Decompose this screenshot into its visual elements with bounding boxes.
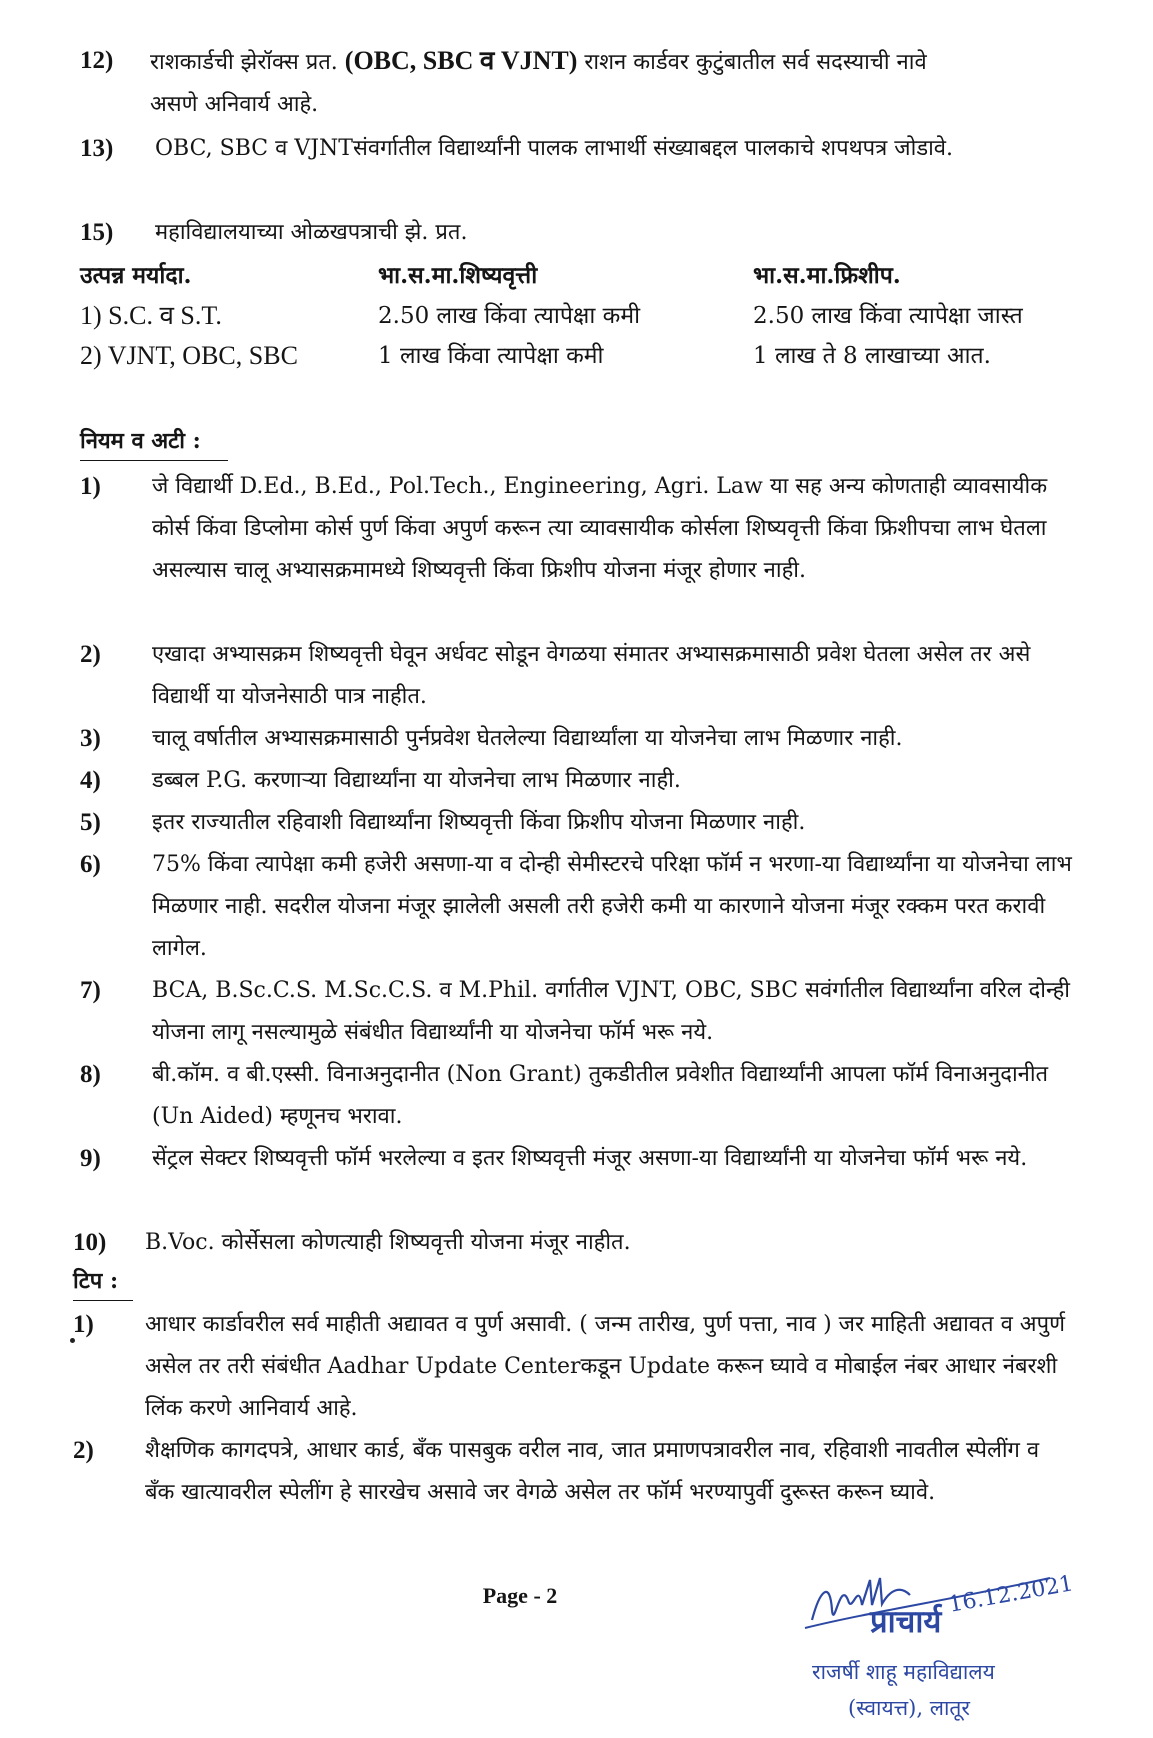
stamp-college-name: राजर्षी शाहू महाविद्यालय	[812, 1660, 995, 1684]
rule-text: 75% किंवा त्यापेक्षा कमी हजेरी असणा-या व दोन्ही सेमीस्टरचे परिक्षा फॉर्म न भरणा-या विद्यार्थ्यांना या योजनेचा लाभ मिळणार नाही. सदरील योजना मंजूर झालेली असली तरी हजेरी कमी या कारणाने योजना मंजूर रक्कम परत करावी लागेल.	[152, 852, 1072, 961]
rule-text: डब्बल P.G. करणाऱ्या विद्यार्थ्यांना या योजनेचा लाभ मिळणार नाही.	[152, 768, 681, 793]
rule-number: 1)	[80, 473, 101, 500]
rule-number: 6)	[80, 851, 101, 878]
list-item-13	[0, 128, 1153, 212]
rule-number: 4)	[80, 767, 101, 794]
page-number: Page - 2	[482, 1583, 558, 1608]
tip-heading: टिप :	[73, 1264, 133, 1301]
rule-text: B.Voc. कोर्सेसला कोणत्याही शिष्यवृत्ती योजना मंजूर नाहीत.	[145, 1230, 631, 1255]
rule-text: सेंट्रल सेक्टर शिष्यवृत्ती फॉर्म भरलेल्या व इतर शिष्यवृत्ती मंजूर असणा-या विद्यार्थ्यांनी या योजनेचा फॉर्म भरू नये.	[152, 1146, 1028, 1171]
income-freeship-limit: 2.50 लाख किंवा त्यापेक्षा जास्त	[753, 303, 1023, 329]
income-table-row	[80, 296, 1080, 336]
rule-number: 3)	[80, 725, 101, 752]
rule-text: चालू वर्षातील अभ्यासक्रमासाठी पुर्नप्रवेश घेतलेल्या विद्यार्थ्यांला या योजनेचा लाभ मिळणार नाही.	[152, 726, 903, 751]
rule-number: 8)	[80, 1061, 101, 1088]
list-item-15	[0, 212, 1153, 254]
list-item-12	[0, 40, 1153, 124]
item-text: OBC, SBC व VJNTसंवर्गातील विद्यार्थ्यांनी पालक लाभार्थी संख्याबद्दल पालकाचे शपथपत्र जोडावे.	[155, 136, 954, 161]
income-scholarship-limit: 2.50 लाख किंवा त्यापेक्षा कमी	[378, 303, 641, 329]
rule-text: BCA, B.Sc.C.S. M.Sc.C.S. व M.Phil. वर्गातील VJNT, OBC, SBC सवंर्गातील विद्यार्थ्यांना वरिल दोन्ही योजना लागू नसल्यामुळे संबंधीत विद्यार्थ्यांनी या योजनेचा फॉर्म भरू नये.	[152, 978, 1070, 1045]
rule-number: 9)	[80, 1145, 101, 1172]
income-table-header	[80, 256, 1080, 296]
tip-number: 2)	[73, 1437, 94, 1464]
rule-number: 10)	[73, 1229, 107, 1256]
stamp-title: प्राचार्य	[870, 1604, 942, 1640]
rule-text: इतर राज्यातील रहिवाशी विद्यार्थ्यांना शिष्यवृत्ती किंवा फ्रिशीप योजना मिळणार नाही.	[152, 810, 806, 835]
income-category: 1) S.C. व S.T.	[80, 301, 222, 330]
item-text: महाविद्यालयाच्या ओळखपत्राची झे. प्रत.	[155, 220, 468, 245]
rules-heading: नियम व अटी :	[80, 424, 228, 461]
income-header-scholarship: भा.स.मा.शिष्यवृत्ती	[378, 262, 538, 289]
income-scholarship-limit: 1 लाख किंवा त्यापेक्षा कमी	[378, 343, 604, 369]
income-freeship-limit: 1 लाख ते 8 लाखाच्या आत.	[753, 343, 991, 369]
signature-date: 16.12.2021	[946, 1571, 1076, 1618]
principal-stamp	[800, 1560, 1076, 1720]
item-number: 12)	[80, 47, 114, 74]
income-category: 2) VJNT, OBC, SBC	[80, 341, 298, 370]
rule-text: जे विद्यार्थी D.Ed., B.Ed., Pol.Tech., Engineering, Agri. Law या सह अन्य कोणताही व्यावसायीक कोर्स किंवा डिप्लोमा कोर्स पुर्ण किंवा अपुर्ण करून त्या व्यावसायीक कोर्सला शिष्यवृत्ती किंवा फ्रिशीपचा लाभ घेतला असल्यास चालू अभ्यासक्रमामध्ये शिष्यवृत्ती किंवा फ्रिशीप योजना मंजूर होणार नाही.	[152, 474, 1048, 583]
income-header-limit: उत्पन्न मर्यादा.	[80, 262, 192, 289]
income-header-freeship: भा.स.मा.फ्रिशीप.	[753, 262, 901, 289]
tip-number: 1)	[73, 1311, 94, 1338]
item-number: 15)	[80, 219, 114, 246]
rule-number: 7)	[80, 977, 101, 1004]
rule-text: एखादा अभ्यासक्रम शिष्यवृत्ती घेवून अर्धवट सोडून वेगळया संमातर अभ्यासक्रमासाठी प्रवेश घेतला असेल तर असे विद्यार्थी या योजनेसाठी पात्र नाहीत.	[152, 642, 1031, 709]
item-text: राशकार्डची झेरॉक्स प्रत. (OBC, SBC व VJNT) राशन कार्डवर कुटुंबातील सर्व सदस्याची नावे असणे अनिवार्य आहे.	[150, 46, 927, 117]
rule-text: बी.कॉम. व बी.एस्सी. विनाअनुदानीत (Non Grant) तुकडीतील प्रवेशीत विद्यार्थ्यांनी आपला फॉर्म विनाअनुदानीत (Un Aided) म्हणूनच भरावा.	[152, 1062, 1049, 1129]
tip-text: शैक्षणिक कागदपत्रे, आधार कार्ड, बँक पासबुक वरील नाव, जात प्रमाणपत्रावरील नाव, रहिवाशी नावतील स्पेलींग व बँक खात्यावरील स्पेलींग हे सारखेच असावे जर वेगळे असेल तर फॉर्म भरण्यापुर्वी दुरूस्त करून घ्यावे.	[145, 1438, 1040, 1505]
rule-number: 5)	[80, 809, 101, 836]
tip-text: आधार कार्डावरील सर्व माहीती अद्यावत व पुर्ण असावी. ( जन्म तारीख, पुर्ण पत्ता, नाव ) जर माहिती अद्यावत व अपुर्ण असेल तर तरी संबंधीत Aadhar Update Centerकडून Update करून घ्यावे व मोबाईल नंबर आधार नंबरशी लिंक करणे आनिवार्य आहे.	[145, 1312, 1066, 1421]
rule-number: 2)	[80, 641, 101, 668]
stamp-college-place: (स्वायत्त), लातूर	[848, 1696, 970, 1720]
item-number: 13)	[80, 135, 114, 162]
income-table-row	[80, 336, 1080, 376]
